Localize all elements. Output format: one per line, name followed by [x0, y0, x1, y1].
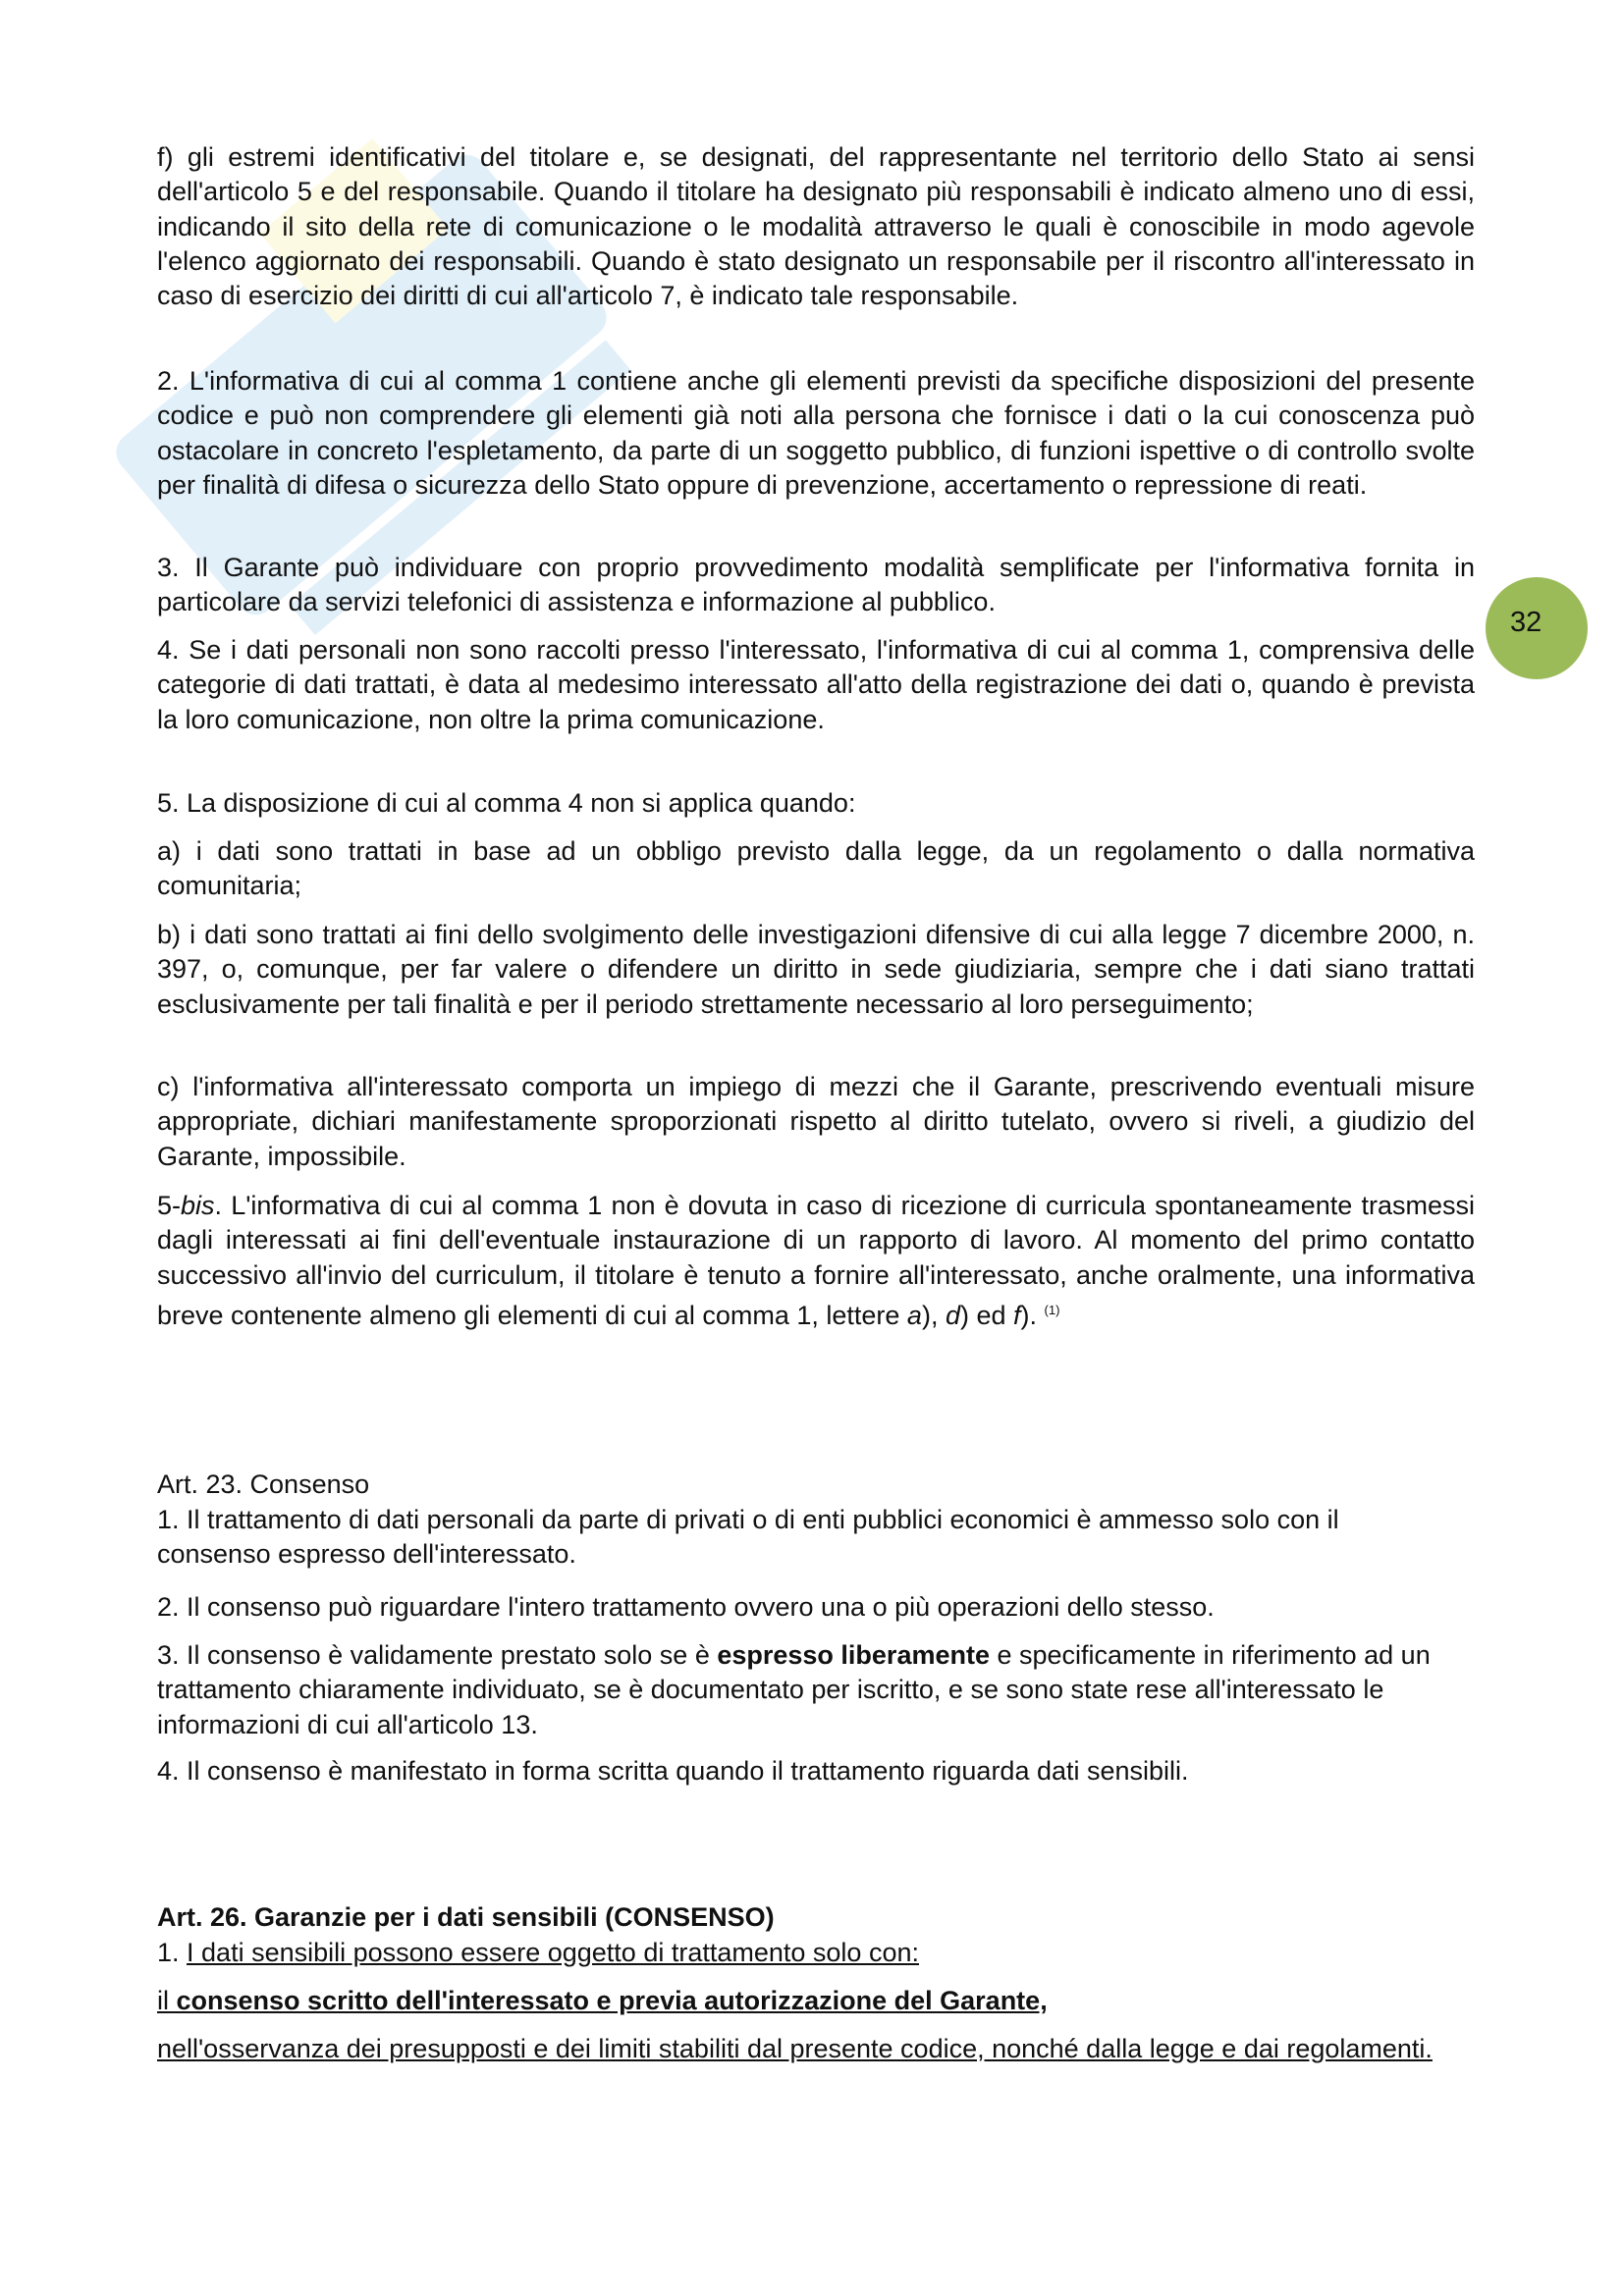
text-underlined: nell'osservanza dei presupposti e dei limiti stabiliti dal presente codice, nonché dalla legge e dai regolamenti. [157, 2034, 1433, 2063]
art23-title: Art. 23. Consenso [157, 1469, 370, 1499]
text-bold: espresso liberamente [717, 1640, 990, 1670]
text: 1. [157, 1938, 188, 1967]
art26-comma-1 [157, 1936, 1443, 1970]
art23-comma-2: 2. Il consenso può riguardare l'intero trattamento ovvero una o più operazioni dello stesso. [157, 1592, 1215, 1622]
text: . L'informativa di cui al comma 1 non è dovuta in caso di ricezione di curricula spontaneamente trasmessi dagli interessati ai fini dell'eventuale instaurazione di un rapporto di lavoro. Al momento del primo contatto successivo all'invio del curriculum, il titolare è tenuto a fornire all'interessato, anche oralmente, una informativa breve contenente almeno gli elementi di cui al comma 1, lettere [157, 1191, 1475, 1330]
text: 3. Il consenso è validamente prestato solo se è [157, 1640, 718, 1670]
text: e specificamente in riferimento ad un trattamento chiaramente individuato, se è documentato per iscritto, e se sono state rese all'interessato le informazioni di cui all'articolo 13. [157, 1640, 1431, 1739]
paragraph-f: f) gli estremi identificativi del titolare e, se designati, del rappresentante nel territorio dello Stato ai sensi dell'articolo 5 e del responsabile. Quando il titolare ha designato più responsabili è indicato almeno uno di essi, indicando il sito della rete di comunicazione o le modalità attraverso le quali è conoscibile in modo agevole l'elenco aggiornato dei responsabili. Quando è stato designato un responsabile per il riscontro all'interessato in caso di esercizio dei diritti di cui all'articolo 7, è indicato tale responsabile. [157, 142, 1475, 311]
art26-consenso [157, 1984, 1443, 2018]
paragraph-comma-2: 2. L'informativa di cui al comma 1 contiene anche gli elementi previsti da specifiche disposizioni del presente codice e può non comprendere gli elementi già noti alla persona che fornisce i dati o la cui conoscenza può ostacolare in concreto l'espletamento, da parte di un soggetto pubblico, di funzioni ispettive o di controllo svolte per finalità di difesa o sicurezza dello Stato oppure di prevenzione, accertamento o repressione di reati. [157, 366, 1475, 500]
text-bold-underlined: consenso scritto dell'interessato e previa autorizzazione del Garante, [176, 1986, 1048, 2015]
text-underlined: I dati sensibili possono essere oggetto di trattamento solo con: [187, 1938, 919, 1967]
art23-comma-4: 4. Il consenso è manifestato in forma scritta quando il trattamento riguarda dati sensibili. [157, 1756, 1189, 1786]
art23-comma-1: 1. Il trattamento di dati personali da parte di privati o di enti pubblici economici è ammesso solo con il consenso espresso dell'interessato. [157, 1505, 1339, 1570]
text-underlined: il [157, 1986, 177, 2015]
paragraph-c: c) l'informativa all'interessato comporta un impiego di mezzi che il Garante, prescrivendo eventuali misure appropriate, dichiari manifestamente sproporzionati rispetto al diritto tutelato, ovvero si riveli, a giudizio del Garante, impossibile. [157, 1072, 1475, 1171]
paragraph-comma-3: 3. Il Garante può individuare con proprio provvedimento modalità semplificate per l'informativa fornita in particolare da servizi telefonici di assistenza e informazione al pubblico. [157, 553, 1475, 617]
page-number: 32 [1510, 607, 1542, 638]
text: a [906, 1300, 922, 1330]
art26-title: Art. 26. Garanzie per i dati sensibili (CONSENSO) [157, 1902, 775, 1932]
paragraph-b: b) i dati sono trattati ai fini dello svolgimento delle investigazioni difensive di cui alla legge 7 dicembre 2000, n. 397, o, comunque, per far valere o difendere un diritto in sede giudiziaria, sempre che i dati siano trattati esclusivamente per tali finalità e per il periodo strettamente necessario al loro perseguimento; [157, 920, 1475, 1019]
art23-comma-3 [157, 1638, 1443, 1742]
art26-osservanza [157, 2032, 1448, 2066]
text: ). [1020, 1300, 1045, 1330]
page-number-badge [1486, 577, 1588, 679]
text: ) ed [959, 1300, 1014, 1330]
paragraph-a: a) i dati sono trattati in base ad un obbligo previsto dalla legge, da un regolamento o dalla normativa comunitaria; [157, 836, 1475, 901]
paragraph-comma-5: 5. La disposizione di cui al comma 4 non si applica quando: [157, 788, 856, 818]
text: 5- [157, 1191, 182, 1220]
text: bis [181, 1191, 215, 1220]
text: d [945, 1300, 960, 1330]
text: f [1013, 1300, 1021, 1330]
text: ), [921, 1300, 946, 1330]
footnote-ref: (1) [1044, 1302, 1060, 1317]
paragraph-comma-5-bis [157, 1189, 1475, 1333]
paragraph-comma-4: 4. Se i dati personali non sono raccolti presso l'interessato, l'informativa di cui al comma 1, comprensiva delle categorie di dati trattati, è data al medesimo interessato all'atto della registrazione dei dati o, quando è prevista la loro comunicazione, non oltre la prima comunicazione. [157, 635, 1475, 734]
